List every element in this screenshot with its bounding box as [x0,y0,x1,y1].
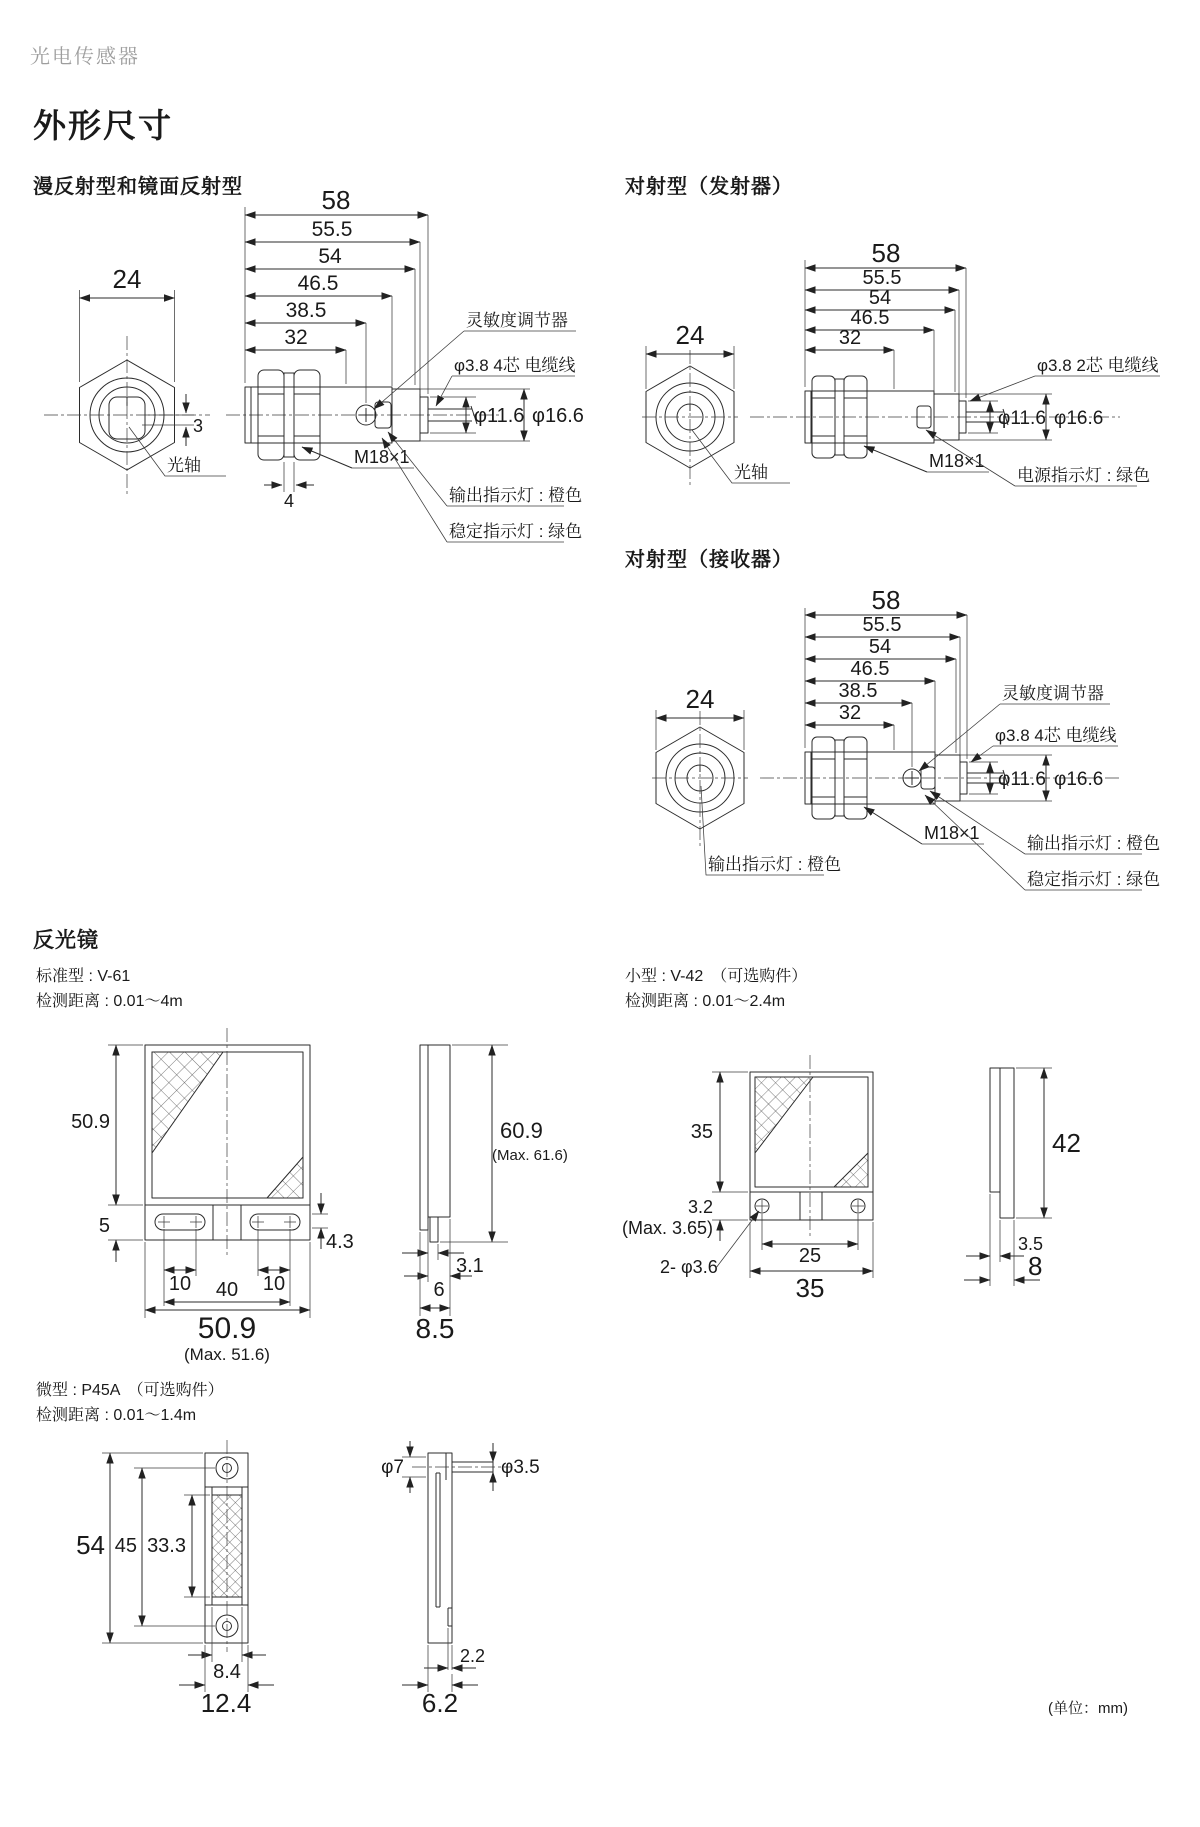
page-header-category: 光电传感器 [30,46,140,68]
dim-reflector-height: 33.3 [147,1535,186,1557]
dim-hole-pitch: 45 [114,1535,137,1557]
dim-length-58: 58 [871,585,901,615]
sensitivity-label: 灵敏度调节器 [466,311,568,330]
v61-type: 标准型 : V-61 [36,968,131,985]
dim-length-58: 58 [871,238,901,268]
v42-type: 小型 : V-42 （可选购件） [625,968,808,985]
dim-outer-diameter: φ16.6 [1054,408,1104,429]
dim-boss-diameter: φ7 [381,1457,404,1478]
dim-width: 12.4 [200,1688,252,1718]
unit-note: (单位：mm) [1048,1700,1128,1717]
dim-thickness: 6.2 [421,1688,459,1718]
sensitivity-label: 灵敏度调节器 [1002,684,1104,703]
dim-length-46-5: 46.5 [850,307,890,329]
dim-width-max: (Max. 51.6) [184,1345,270,1364]
emitter-sensor-drawing [640,240,1200,520]
dim-nut-width: 4 [283,491,295,511]
thread-label: M18×1 [354,447,410,467]
dim-length-32: 32 [838,327,862,349]
p45a-front-view [205,1440,248,1652]
dim-tab: 4.3 [326,1231,354,1253]
dim-length-54: 54 [868,287,892,309]
dim-pin-diameter: φ3.5 [501,1457,540,1478]
thread-label: M18×1 [924,823,980,843]
dim-length-38-5: 38.5 [838,680,878,702]
dim-bracket-height: 5 [98,1215,110,1237]
reflector-v42-drawing [620,1040,1120,1340]
side-view-dimensions [245,185,584,542]
p45a-side-view [412,1453,512,1643]
stability-led-label: 稳定指示灯 : 绿色 [1027,870,1161,889]
dim-length-38-5: 38.5 [285,299,327,322]
p45a-type: 微型 : P45A （可选购件） [36,1382,224,1399]
v42-range: 检测距离 : 0.01～2.4m [625,993,786,1010]
dim-bracket-height-max: (Max. 3.65) [621,1218,713,1238]
dim-length-54: 54 [318,245,342,268]
dim-length-46-5: 46.5 [297,272,339,295]
dim-height: 50.9 [71,1111,110,1133]
dim-front-width: 24 [112,264,142,294]
output-led-label: 输出指示灯 : 橙色 [1027,834,1161,853]
section-title-diffuse: 漫反射型和镜面反射型 [33,176,243,198]
dim-holes: 2- φ3.6 [660,1257,718,1277]
stability-led-label: 稳定指示灯 : 绿色 [449,522,583,541]
p45a-side-dimensions [381,1441,540,1718]
output-led-label: 输出指示灯 : 橙色 [449,486,583,505]
section-title-receiver: 对射型（接收器） [625,549,793,571]
dim-t1: 3.5 [1018,1234,1044,1254]
thread-label: M18×1 [929,451,985,471]
dim-slot-pitch-right: 10 [262,1273,286,1295]
dim-inner-diameter: φ11.6 [474,405,525,427]
dim-outer-diameter: φ16.6 [532,405,584,427]
v61-front-view [145,1028,310,1255]
cable-label: φ3.8 4芯 电缆线 [454,356,576,375]
p45a-front-dimensions [76,1453,274,1718]
dim-outer-diameter: φ16.6 [1054,769,1104,790]
dim-width: 50.9 [197,1312,257,1345]
dim-reflector-width: 8.4 [213,1661,241,1683]
v42-side-view [990,1068,1014,1218]
dim-length-32: 32 [284,326,308,349]
dim-bracket-height: 3.2 [687,1197,713,1217]
dim-t1: 3.1 [456,1255,484,1277]
reflector-p45a-drawing [60,1440,580,1740]
dim-slot-pitch-left: 10 [168,1273,192,1295]
dim-width: 35 [795,1273,825,1303]
dim-hole-span: 40 [215,1279,239,1301]
front-view-hex [44,264,226,494]
dim-side-height: 42 [1052,1128,1081,1158]
reflector-v42-spec [625,964,807,1014]
p45a-range: 检测距离 : 0.01～1.4m [36,1407,197,1424]
power-led-label: 电源指示灯 : 绿色 [1017,466,1151,485]
dim-t1: 2.2 [460,1646,486,1666]
front-view-hex [642,320,790,486]
cable-label: φ3.8 4芯 电缆线 [995,726,1117,745]
dim-length-55-5: 55.5 [311,218,353,241]
v61-range: 检测距离 : 0.01～4m [36,993,183,1010]
dim-height: 35 [690,1121,713,1143]
v61-side-view [420,1045,450,1242]
section-title-emitter: 对射型（发射器） [625,176,793,198]
dim-thickness: 8.5 [415,1313,455,1344]
dim-hole-span: 25 [798,1245,822,1267]
dim-side-height-max: (Max. 61.6) [492,1147,568,1164]
dim-lens-offset: 3 [193,416,204,436]
reflector-v61-spec [36,964,183,1014]
dim-length-32: 32 [838,702,862,724]
receiver-sensor-drawing [640,585,1200,920]
v42-front-view [750,1055,873,1238]
front-view-hex [652,684,841,875]
dim-length-55-5: 55.5 [862,614,902,636]
dim-side-height: 60.9 [500,1118,543,1143]
dim-thickness: 8 [1028,1251,1043,1281]
reflector-p45a-spec [36,1378,224,1428]
dim-t2: 6 [433,1279,445,1301]
dim-inner-diameter: φ11.6 [998,408,1046,429]
side-view-dimensions [805,238,1160,486]
dim-height: 54 [76,1530,105,1560]
dim-length-58: 58 [321,185,351,215]
v42-side-dimensions [964,1068,1081,1286]
dim-front-width: 24 [675,320,705,350]
v61-side-dimensions [402,1045,568,1344]
page-title: 外形尺寸 [33,107,173,144]
dim-inner-diameter: φ11.6 [998,769,1046,790]
front-output-led-label: 输出指示灯 : 橙色 [708,855,842,874]
dim-front-width: 24 [685,684,715,714]
optical-axis-label: 光轴 [734,463,768,482]
diffuse-sensor-drawing [30,180,690,580]
dim-length-54: 54 [868,636,892,658]
dim-length-55-5: 55.5 [862,267,902,289]
reflector-v61-drawing [60,1020,620,1375]
section-title-reflector: 反光镜 [33,929,99,952]
optical-axis-label: 光轴 [167,456,201,475]
cable-label: φ3.8 2芯 电缆线 [1037,356,1159,375]
dim-length-46-5: 46.5 [850,658,890,680]
